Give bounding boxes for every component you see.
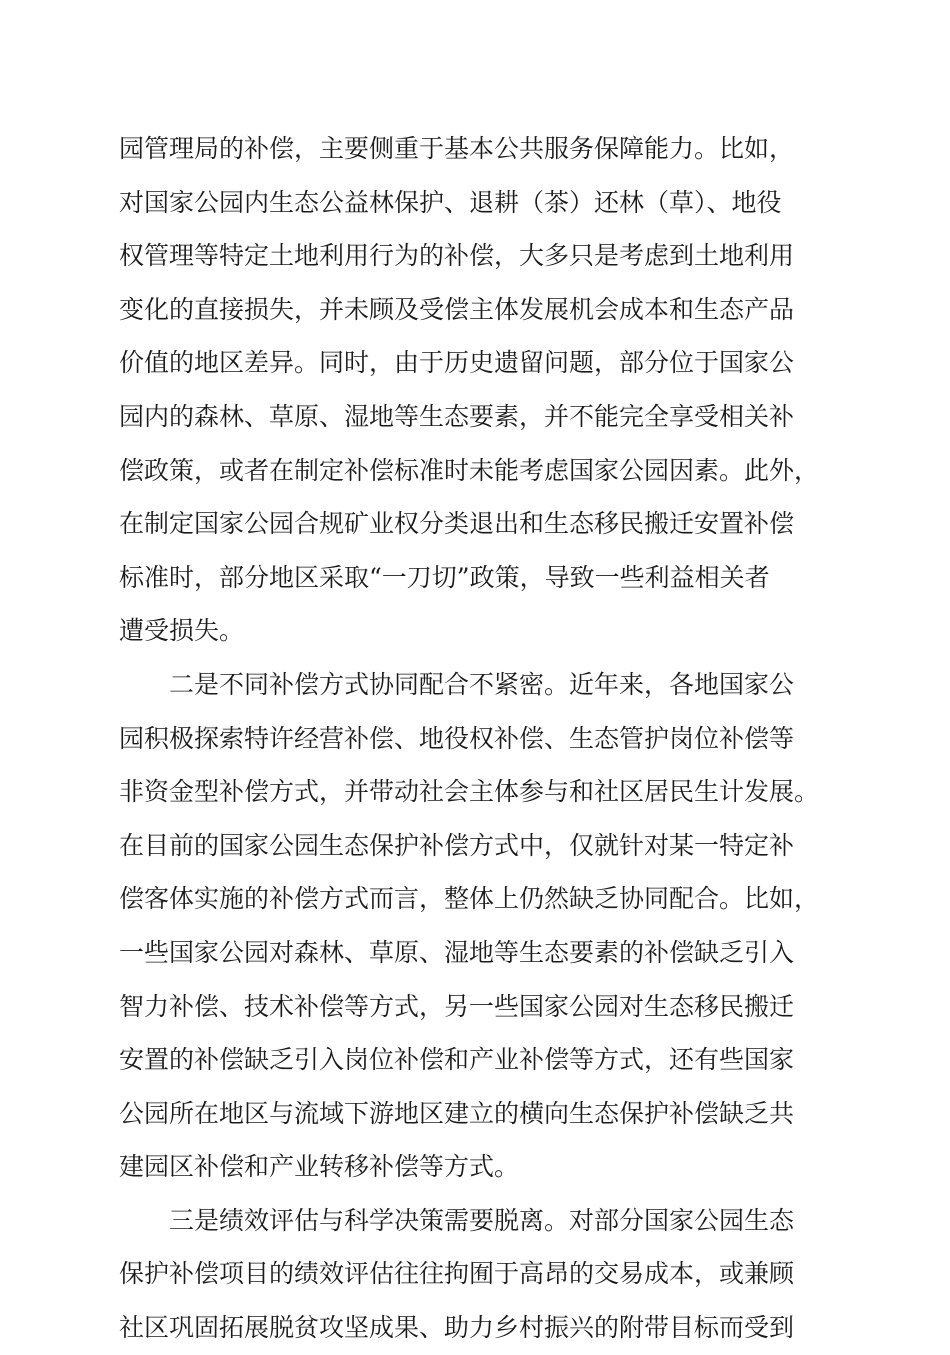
text-line: 建园区补偿和产业转移补偿等方式。 bbox=[119, 1152, 520, 1182]
text-line: 对国家公园内生态公益林保护、退耕（茶）还林（草）、地役 bbox=[119, 187, 782, 217]
text-line: 非资金型补偿方式，并带动社会主体参与和社区居民生计发展。 bbox=[119, 777, 820, 807]
paragraph-3 bbox=[119, 1194, 831, 1355]
text-line: 权管理等特定土地利用行为的补偿，大多只是考虑到土地利用 bbox=[119, 241, 795, 271]
text-line: 价值的地区差异。同时，由于历史遗留问题，部分位于国家公 bbox=[119, 348, 795, 378]
text-line: 社区巩固拓展脱贫攻坚成果、助力乡村振兴的附带目标而受到 bbox=[119, 1313, 795, 1343]
text-line: 在制定国家公园合规矿业权分类退出和生态移民搬迁安置补偿 bbox=[119, 509, 795, 539]
text-line: 智力补偿、技术补偿等方式，另一些国家公园对生态移民搬迁 bbox=[119, 991, 795, 1021]
paragraph-2 bbox=[119, 658, 831, 1194]
paragraph-1 bbox=[119, 122, 831, 658]
text-line: 园积极探索特许经营补偿、地役权补偿、生态管护岗位补偿等 bbox=[119, 723, 795, 753]
text-line: 标准时，部分地区采取“一刀切”政策，导致一些利益相关者 bbox=[119, 562, 770, 592]
text-line: 三是绩效评估与科学决策需要脱离。对部分国家公园生态 bbox=[169, 1205, 795, 1235]
text-line: 安置的补偿缺乏引入岗位补偿和产业补偿等方式，还有些国家 bbox=[119, 1045, 795, 1075]
text-line: 变化的直接损失，并未顾及受偿主体发展机会成本和生态产品 bbox=[119, 294, 795, 324]
text-line: 在目前的国家公园生态保护补偿方式中，仅就针对某一特定补 bbox=[119, 830, 795, 860]
document-body bbox=[119, 122, 831, 1355]
text-line: 园管理局的补偿，主要侧重于基本公共服务保障能力。比如， bbox=[119, 134, 795, 163]
text-line: 偿客体实施的补偿方式而言，整体上仍然缺乏协同配合。比如， bbox=[119, 884, 820, 914]
text-line: 园内的森林、草原、湿地等生态要素，并不能完全享受相关补 bbox=[119, 401, 795, 431]
text-line: 保护补偿项目的绩效评估往往拘囿于高昂的交易成本，或兼顾 bbox=[119, 1259, 795, 1289]
text-line: 二是不同补偿方式协同配合不紧密。近年来，各地国家公 bbox=[169, 669, 795, 699]
text-line: 遭受损失。 bbox=[119, 616, 245, 646]
text-line: 偿政策，或者在制定补偿标准时未能考虑国家公园因素。此外， bbox=[119, 455, 820, 485]
text-line: 公园所在地区与流域下游地区建立的横向生态保护补偿缺乏共 bbox=[119, 1098, 795, 1128]
text-line: 一些国家公园对森林、草原、湿地等生态要素的补偿缺乏引入 bbox=[119, 937, 795, 967]
